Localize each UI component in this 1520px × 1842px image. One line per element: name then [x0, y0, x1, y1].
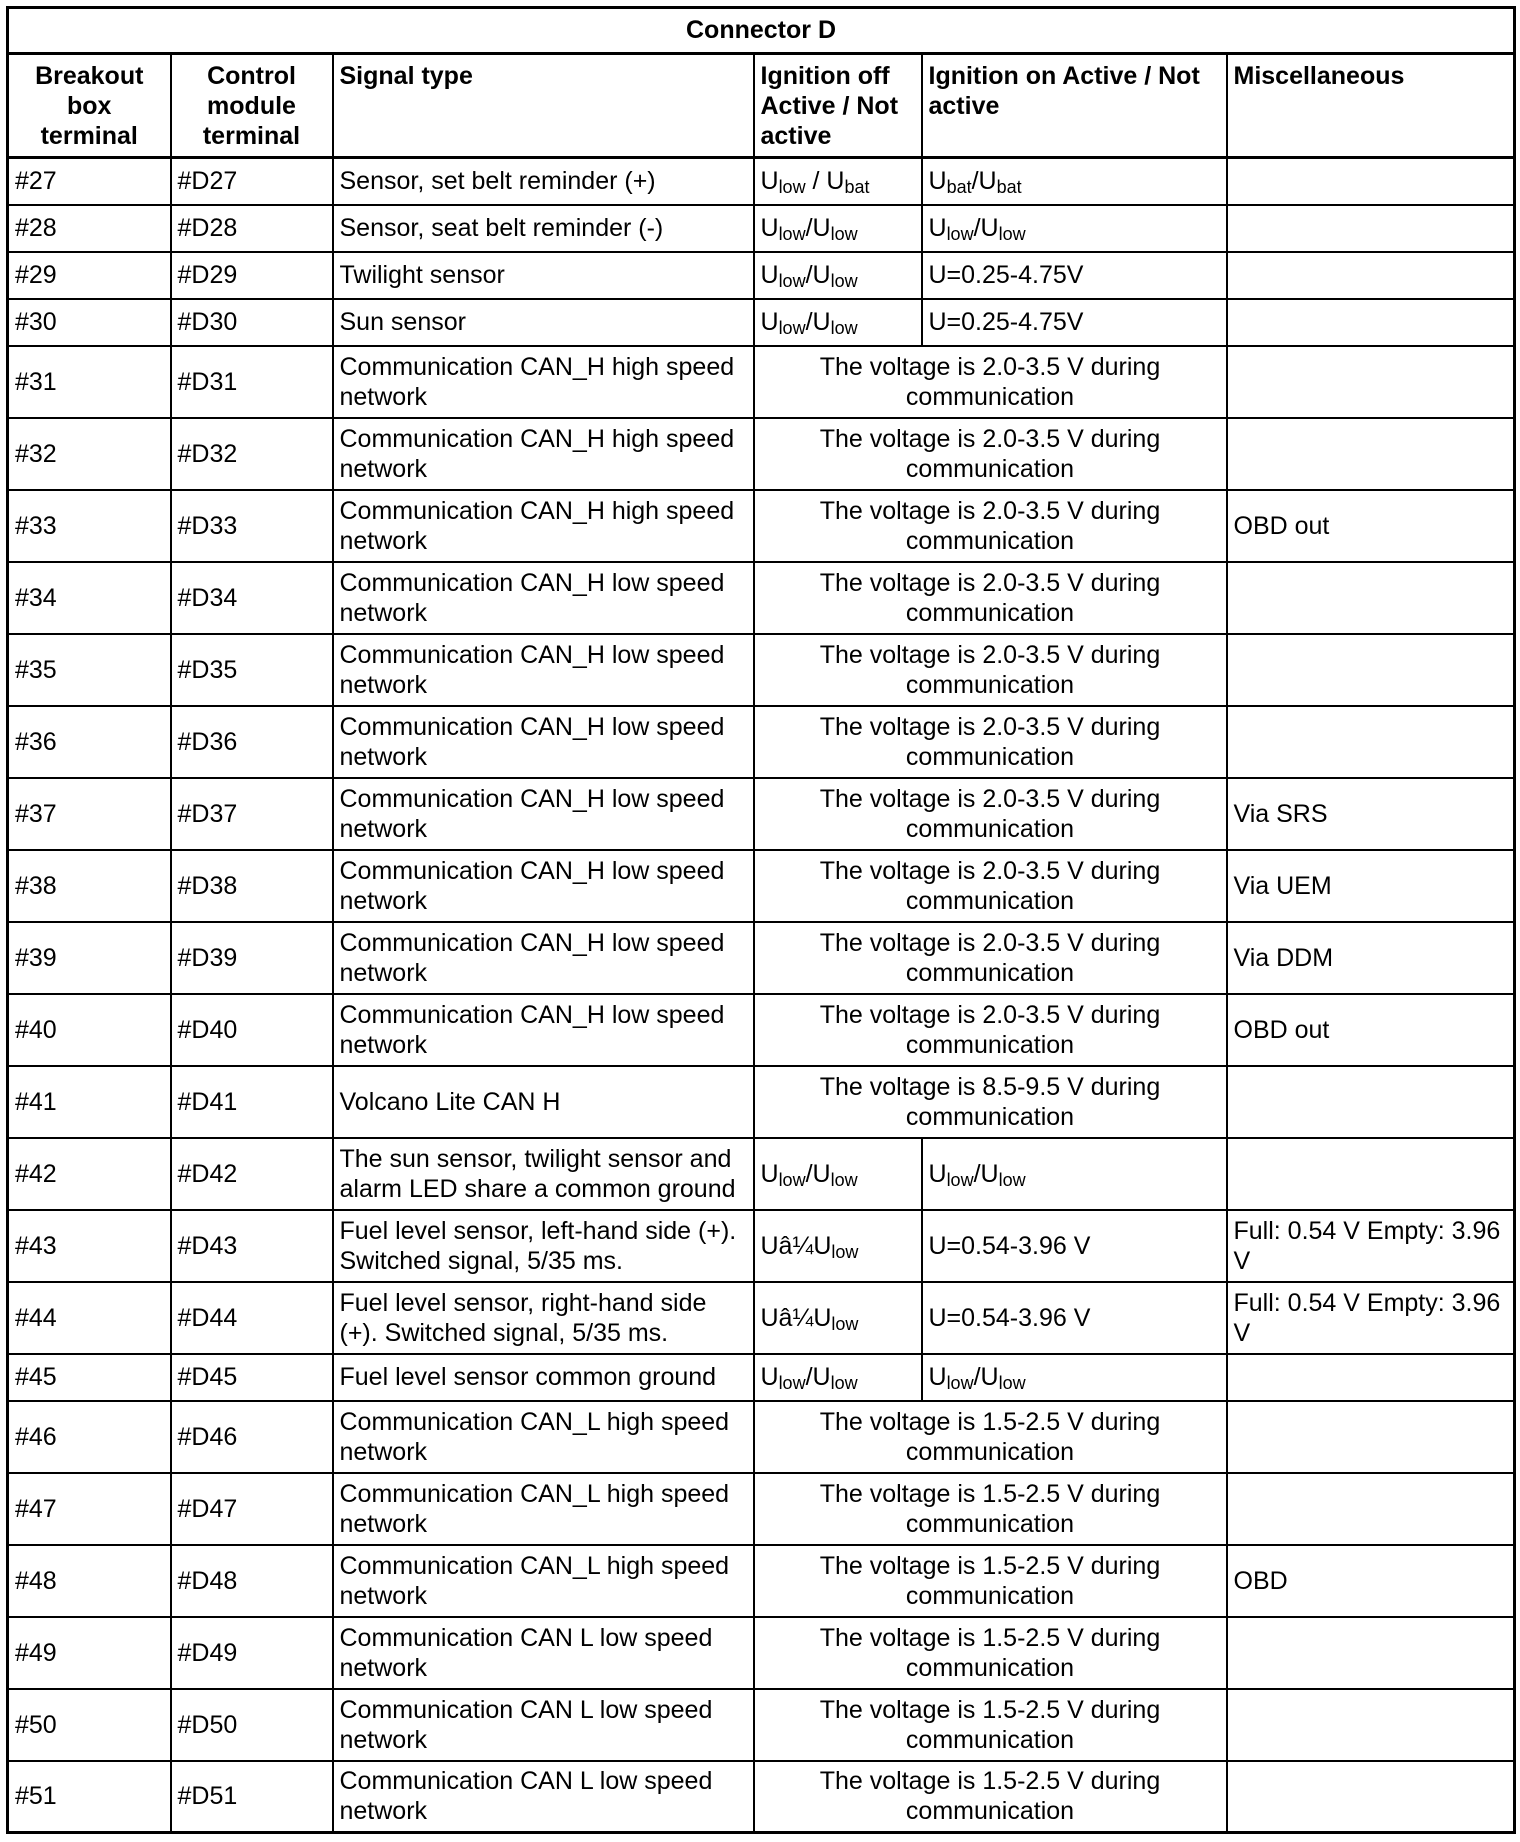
- connector-d-table-wrapper: [6, 6, 1516, 1834]
- cell-signal-type: Communication CAN_H low speed network: [333, 706, 754, 778]
- cell-communication-voltage: The voltage is 2.0-3.5 V during communication: [754, 562, 1227, 634]
- cell-breakout-terminal: #50: [8, 1689, 171, 1761]
- cell-signal-type: Communication CAN_H high speed network: [333, 346, 754, 418]
- cell-signal-type: Communication CAN_H low speed network: [333, 922, 754, 994]
- cell-ignition-off: $U_{low}/U_{low}$: [754, 252, 922, 299]
- cell-control-terminal: #D41: [171, 1066, 333, 1138]
- cell-breakout-terminal: #43: [8, 1210, 171, 1282]
- table-row: [8, 778, 1515, 850]
- cell-miscellaneous: [1227, 1473, 1515, 1545]
- header-breakout-box-terminal: Breakout box terminal: [8, 54, 171, 158]
- cell-control-terminal: #D30: [171, 299, 333, 346]
- cell-control-terminal: #D40: [171, 994, 333, 1066]
- cell-communication-voltage: The voltage is 2.0-3.5 V during communication: [754, 922, 1227, 994]
- cell-breakout-terminal: #33: [8, 490, 171, 562]
- cell-signal-type: Communication CAN_H high speed network: [333, 418, 754, 490]
- cell-signal-type: Communication CAN L low speed network: [333, 1761, 754, 1833]
- cell-signal-type: Communication CAN_H low speed network: [333, 562, 754, 634]
- cell-ignition-off: $U_{low}/U_{low}$: [754, 205, 922, 252]
- table-row: [8, 850, 1515, 922]
- cell-communication-voltage: The voltage is 2.0-3.5 V during communication: [754, 346, 1227, 418]
- cell-control-terminal: #D47: [171, 1473, 333, 1545]
- table-row: [8, 158, 1515, 205]
- cell-miscellaneous: Via UEM: [1227, 850, 1515, 922]
- cell-control-terminal: #D32: [171, 418, 333, 490]
- cell-communication-voltage: The voltage is 1.5-2.5 V during communication: [754, 1617, 1227, 1689]
- cell-ignition-on: $U_{low}/U_{low}$: [922, 1354, 1227, 1401]
- cell-miscellaneous: [1227, 346, 1515, 418]
- cell-communication-voltage: The voltage is 2.0-3.5 V during communication: [754, 850, 1227, 922]
- cell-ignition-on: $U_{low}/U_{low}$: [922, 1138, 1227, 1210]
- header-row: [8, 54, 1515, 158]
- cell-signal-type: The sun sensor, twilight sensor and alarm LED share a common ground: [333, 1138, 754, 1210]
- cell-communication-voltage: The voltage is 1.5-2.5 V during communication: [754, 1545, 1227, 1617]
- cell-signal-type: Communication CAN L low speed network: [333, 1689, 754, 1761]
- cell-miscellaneous: [1227, 299, 1515, 346]
- cell-signal-type: Fuel level sensor, left-hand side (+). Switched signal, 5/35 ms.: [333, 1210, 754, 1282]
- cell-signal-type: Communication CAN_H low speed network: [333, 634, 754, 706]
- cell-communication-voltage: The voltage is 2.0-3.5 V during communication: [754, 778, 1227, 850]
- cell-control-terminal: #D36: [171, 706, 333, 778]
- table-row: [8, 418, 1515, 490]
- cell-communication-voltage: The voltage is 1.5-2.5 V during communication: [754, 1761, 1227, 1833]
- cell-communication-voltage: The voltage is 1.5-2.5 V during communication: [754, 1401, 1227, 1473]
- table-title: Connector D: [6, 6, 1516, 52]
- cell-signal-type: Fuel level sensor, right-hand side (+). Switched signal, 5/35 ms.: [333, 1282, 754, 1354]
- cell-breakout-terminal: #37: [8, 778, 171, 850]
- cell-miscellaneous: [1227, 1617, 1515, 1689]
- table-row: [8, 634, 1515, 706]
- cell-breakout-terminal: #28: [8, 205, 171, 252]
- cell-miscellaneous: OBD out: [1227, 994, 1515, 1066]
- cell-breakout-terminal: #40: [8, 994, 171, 1066]
- cell-ignition-off: $Uâ\frac{1}{4}U_{low}$: [754, 1210, 922, 1282]
- cell-control-terminal: #D45: [171, 1354, 333, 1401]
- cell-communication-voltage: The voltage is 8.5-9.5 V during communication: [754, 1066, 1227, 1138]
- cell-breakout-terminal: #49: [8, 1617, 171, 1689]
- cell-miscellaneous: OBD out: [1227, 490, 1515, 562]
- cell-ignition-off: $Uâ\frac{1}{4}U_{low}$: [754, 1282, 922, 1354]
- cell-ignition-off: $U_{low}/U_{low}$: [754, 1138, 922, 1210]
- cell-control-terminal: #D39: [171, 922, 333, 994]
- cell-signal-type: Communication CAN_H low speed network: [333, 994, 754, 1066]
- cell-control-terminal: #D38: [171, 850, 333, 922]
- cell-control-terminal: #D44: [171, 1282, 333, 1354]
- cell-signal-type: Volcano Lite CAN H: [333, 1066, 754, 1138]
- cell-control-terminal: #D51: [171, 1761, 333, 1833]
- cell-communication-voltage: The voltage is 1.5-2.5 V during communication: [754, 1689, 1227, 1761]
- cell-communication-voltage: The voltage is 2.0-3.5 V during communication: [754, 994, 1227, 1066]
- cell-breakout-terminal: #44: [8, 1282, 171, 1354]
- cell-control-terminal: #D48: [171, 1545, 333, 1617]
- cell-breakout-terminal: #31: [8, 346, 171, 418]
- cell-control-terminal: #D29: [171, 252, 333, 299]
- table-row: [8, 490, 1515, 562]
- cell-control-terminal: #D27: [171, 158, 333, 205]
- cell-miscellaneous: [1227, 205, 1515, 252]
- table-body: [8, 158, 1515, 1833]
- cell-miscellaneous: [1227, 1066, 1515, 1138]
- cell-breakout-terminal: #27: [8, 158, 171, 205]
- cell-miscellaneous: [1227, 1689, 1515, 1761]
- cell-control-terminal: #D43: [171, 1210, 333, 1282]
- cell-control-terminal: #D33: [171, 490, 333, 562]
- cell-ignition-on: U=0.54-3.96 V: [922, 1210, 1227, 1282]
- cell-communication-voltage: The voltage is 2.0-3.5 V during communication: [754, 706, 1227, 778]
- cell-control-terminal: #D34: [171, 562, 333, 634]
- table-row: [8, 994, 1515, 1066]
- cell-miscellaneous: Full: 0.54 V Empty: 3.96 V: [1227, 1210, 1515, 1282]
- table-row: [8, 1210, 1515, 1282]
- table-row: [8, 1689, 1515, 1761]
- cell-signal-type: Sun sensor: [333, 299, 754, 346]
- cell-breakout-terminal: #32: [8, 418, 171, 490]
- connector-d-table: [6, 6, 1516, 1834]
- table-row: [8, 346, 1515, 418]
- header-miscellaneous: Miscellaneous: [1227, 54, 1515, 158]
- cell-miscellaneous: [1227, 158, 1515, 205]
- cell-breakout-terminal: #35: [8, 634, 171, 706]
- cell-communication-voltage: The voltage is 2.0-3.5 V during communication: [754, 418, 1227, 490]
- cell-signal-type: Communication CAN L low speed network: [333, 1617, 754, 1689]
- cell-breakout-terminal: #39: [8, 922, 171, 994]
- cell-breakout-terminal: #48: [8, 1545, 171, 1617]
- cell-breakout-terminal: #47: [8, 1473, 171, 1545]
- table-row: [8, 1401, 1515, 1473]
- cell-signal-type: Twilight sensor: [333, 252, 754, 299]
- cell-control-terminal: #D50: [171, 1689, 333, 1761]
- cell-miscellaneous: [1227, 1401, 1515, 1473]
- table-row: [8, 1066, 1515, 1138]
- cell-signal-type: Communication CAN_H low speed network: [333, 778, 754, 850]
- cell-breakout-terminal: #42: [8, 1138, 171, 1210]
- cell-signal-type: Fuel level sensor common ground: [333, 1354, 754, 1401]
- cell-communication-voltage: The voltage is 2.0-3.5 V during communication: [754, 634, 1227, 706]
- cell-communication-voltage: The voltage is 2.0-3.5 V during communication: [754, 490, 1227, 562]
- cell-breakout-terminal: #36: [8, 706, 171, 778]
- table-row: [8, 1473, 1515, 1545]
- header-signal-type: Signal type: [333, 54, 754, 158]
- cell-breakout-terminal: #45: [8, 1354, 171, 1401]
- table-row: [8, 1282, 1515, 1354]
- table-row: [8, 299, 1515, 346]
- table-row: [8, 1545, 1515, 1617]
- cell-ignition-on: U=0.54-3.96 V: [922, 1282, 1227, 1354]
- cell-ignition-on: U=0.25-4.75V: [922, 299, 1227, 346]
- cell-control-terminal: #D35: [171, 634, 333, 706]
- cell-miscellaneous: [1227, 706, 1515, 778]
- cell-signal-type: Communication CAN_L high speed network: [333, 1473, 754, 1545]
- cell-control-terminal: #D46: [171, 1401, 333, 1473]
- cell-ignition-on: U=0.25-4.75V: [922, 252, 1227, 299]
- cell-miscellaneous: Via SRS: [1227, 778, 1515, 850]
- cell-ignition-off: $U_{low}/U_{low}$: [754, 299, 922, 346]
- header-ignition-on: Ignition on Active / Not active: [922, 54, 1227, 158]
- cell-miscellaneous: [1227, 252, 1515, 299]
- cell-miscellaneous: [1227, 1138, 1515, 1210]
- table-row: [8, 252, 1515, 299]
- cell-miscellaneous: Via DDM: [1227, 922, 1515, 994]
- cell-miscellaneous: [1227, 634, 1515, 706]
- header-control-module-terminal: Control module terminal: [171, 54, 333, 158]
- cell-miscellaneous: [1227, 1761, 1515, 1833]
- cell-control-terminal: #D37: [171, 778, 333, 850]
- cell-signal-type: Communication CAN_L high speed network: [333, 1545, 754, 1617]
- cell-signal-type: Communication CAN_H high speed network: [333, 490, 754, 562]
- cell-control-terminal: #D42: [171, 1138, 333, 1210]
- table-row: [8, 922, 1515, 994]
- cell-miscellaneous: OBD: [1227, 1545, 1515, 1617]
- cell-breakout-terminal: #30: [8, 299, 171, 346]
- table-row: [8, 562, 1515, 634]
- cell-breakout-terminal: #46: [8, 1401, 171, 1473]
- table-row: [8, 1354, 1515, 1401]
- table-row: [8, 1761, 1515, 1833]
- cell-control-terminal: #D31: [171, 346, 333, 418]
- cell-ignition-on: $U_{bat}/U_{bat}$: [922, 158, 1227, 205]
- cell-breakout-terminal: #41: [8, 1066, 171, 1138]
- table-row: [8, 1138, 1515, 1210]
- cell-control-terminal: #D28: [171, 205, 333, 252]
- cell-ignition-off: $U_{low} / U_{bat}$: [754, 158, 922, 205]
- cell-signal-type: Communication CAN_H low speed network: [333, 850, 754, 922]
- cell-breakout-terminal: #38: [8, 850, 171, 922]
- cell-breakout-terminal: #51: [8, 1761, 171, 1833]
- cell-miscellaneous: [1227, 418, 1515, 490]
- cell-signal-type: Communication CAN_L high speed network: [333, 1401, 754, 1473]
- header-ignition-off: Ignition off Active / Not active: [754, 54, 922, 158]
- cell-miscellaneous: Full: 0.54 V Empty: 3.96 V: [1227, 1282, 1515, 1354]
- table-row: [8, 1617, 1515, 1689]
- cell-breakout-terminal: #34: [8, 562, 171, 634]
- cell-breakout-terminal: #29: [8, 252, 171, 299]
- cell-miscellaneous: [1227, 562, 1515, 634]
- table-row: [8, 706, 1515, 778]
- cell-ignition-off: $U_{low}/U_{low}$: [754, 1354, 922, 1401]
- table-row: [8, 205, 1515, 252]
- cell-ignition-on: $U_{low}/U_{low}$: [922, 205, 1227, 252]
- cell-miscellaneous: [1227, 1354, 1515, 1401]
- cell-signal-type: Sensor, set belt reminder (+): [333, 158, 754, 205]
- cell-control-terminal: #D49: [171, 1617, 333, 1689]
- cell-signal-type: Sensor, seat belt reminder (-): [333, 205, 754, 252]
- cell-communication-voltage: The voltage is 1.5-2.5 V during communication: [754, 1473, 1227, 1545]
